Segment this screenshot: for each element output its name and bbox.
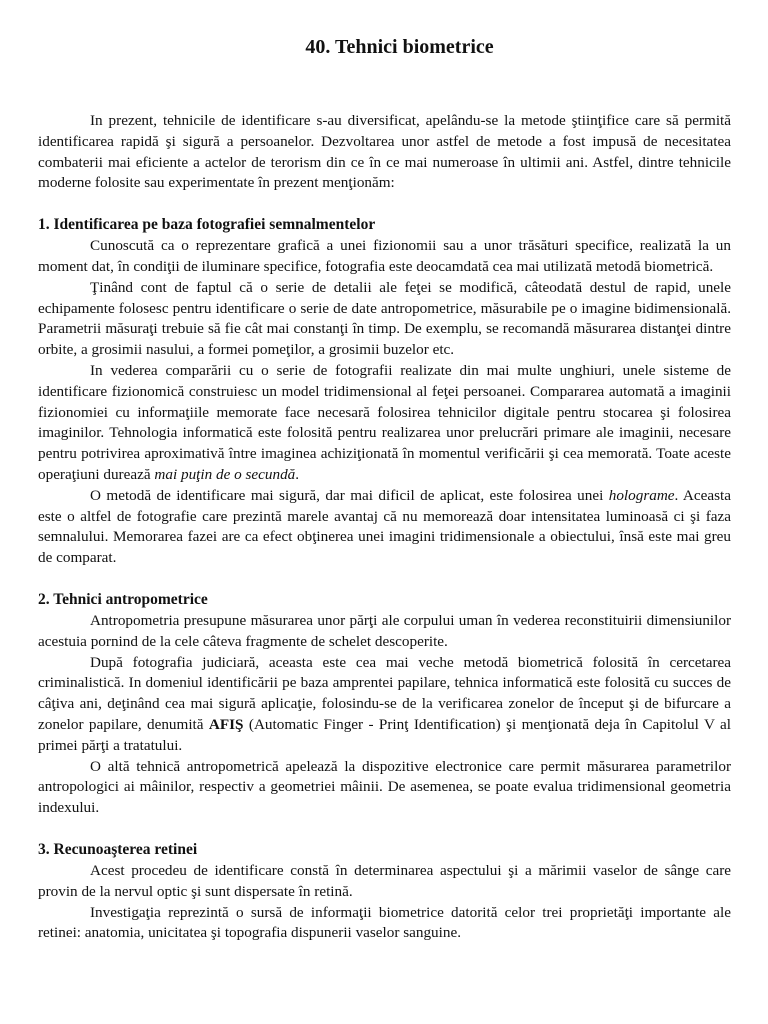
paragraph — [38, 486, 731, 569]
paragraph: Ţinând cont de faptul că o serie de detalii ale feţei se modifică, câteodată destul de rapid, unele echipamente folosesc pentru identificare o serie de date antropometrice, măsurabile pe o imagine bidimensională. Parametrii măsuraţi trebuie să fie cât mai constanţi în timp. De exemplu, se recomandă măsurarea distanţei dintre orbite, a grosimii nasului, a formei pomeţilor, a grosimii buzelor etc. — [38, 278, 731, 359]
section-heading: 1. Identificarea pe baza fotografiei semnalmentelor — [38, 216, 376, 234]
paragraph-text: . — [295, 465, 300, 483]
paragraph: Acest procedeu de identificare constă în determinarea aspectului şi a mărimii vaselor de sânge care provin de la nervul optic şi sunt dispersate în retină. — [38, 861, 731, 900]
paragraph-text: . Aceasta este o altfel de fotografie care prezintă marele avantaj că nu memorează doar intensitatea luminoasă ci şi faza semnalului. Memorarea fazei are ca efect obţinerea unei imagini tridimensionale a obiectului, însă este mai greu de comparat. — [38, 486, 731, 567]
intro-paragraph: In prezent, tehnicile de identificare s-au diversificat, apelându-se la metode ştiinţifice care să permită identificarea rapidă şi sigură a persoanelor. Dezvoltarea unor astfel de metode a fost impusă de necesitatea combaterii mai eficiente a actelor de terorism din ce în ce mai numeroase în ultimii ani. Astfel, dintre tehnicile moderne folosite sau experimentate în prezent menţionăm: — [38, 112, 731, 192]
section-heading: 3. Recunoaşterea retinei — [38, 840, 198, 858]
paragraph: Investigaţia reprezintă o sursă de informaţii biometrice datorită celor trei proprietăţi importante ale retinei: anatomia, unicitatea şi topografia dispunerii vaselor sanguine. — [38, 903, 731, 942]
paragraph: O altă tehnică antropometrică apelează la dispozitive electronice care permit măsurarea parametrilor antropologici ai mâinilor, respectiv a geometriei mâinii. De asemenea, se poate evalua tridimensional geometria indexului. — [38, 757, 731, 817]
document-page — [38, 36, 731, 944]
paragraph: Cunoscută ca o reprezentare grafică a unei fizionomii sau a unor trăsături specifice, realizată la un moment dat, în condiţii de iluminare specifice, fotografia este deocamdată cea mai utilizată metodă biometrică. — [38, 237, 731, 275]
paragraph: Antropometria presupune măsurarea unor părţi ale corpului uman în vederea reconstituirii dimensiunilor acestuia pornind de la cele câteva fragmente de schelet descoperite. — [38, 611, 731, 650]
paragraph-text: (Automatic Finger - Prinţ Identification) şi menţionată deja în Capitolul V al primei părţi a tratatului. — [38, 715, 731, 754]
bold-text: AFIŞ — [208, 715, 244, 733]
spacer — [38, 569, 731, 589]
paragraph — [38, 361, 731, 486]
italic-text: holograme — [608, 486, 675, 504]
spacer — [38, 194, 731, 214]
paragraph-text: In vederea comparării cu o serie de fotografii realizate din mai multe unghiuri, unele sisteme de identificare fizionomică construiesc un model tridimensional al feţei persoanei. Compararea automată a imaginii fizionomiei cu informaţiile memorate face necesară folosirea tehnicilor digitale pentru stocarea şi folosirea imaginilor. Tehnologia informatică este folosită pentru realizarea unor prelucrări primare ale imaginii, necesare pentru potrivirea aproximativă între imaginea achiziţionată în momentul verificării şi cea memorată. Toate aceste operaţiuni durează — [38, 361, 731, 483]
paragraph-text: După fotografia judiciară, aceasta este cea mai veche metodă biometrică folosită în cercetarea criminalistică. In domeniul identificării pe baza amprentei papilare, tehnica informatică este folosită cu succes de câţiva ani, deţinând cea mai sigură aplicaţie, folosindu-se de la verificarea zonelor de început şi de bifurcare a zonelor papilare, denumită — [38, 653, 731, 733]
section-heading: 2. Tehnici antropometrice — [38, 590, 208, 608]
italic-text: mai puţin de o secundă — [154, 465, 296, 483]
page-title: 40. Tehnici biometrice — [305, 36, 494, 58]
spacer — [38, 819, 731, 839]
paragraph — [38, 653, 731, 757]
paragraph-text: O metodă de identificare mai sigură, dar mai dificil de aplicat, este folosirea unei — [90, 486, 609, 504]
